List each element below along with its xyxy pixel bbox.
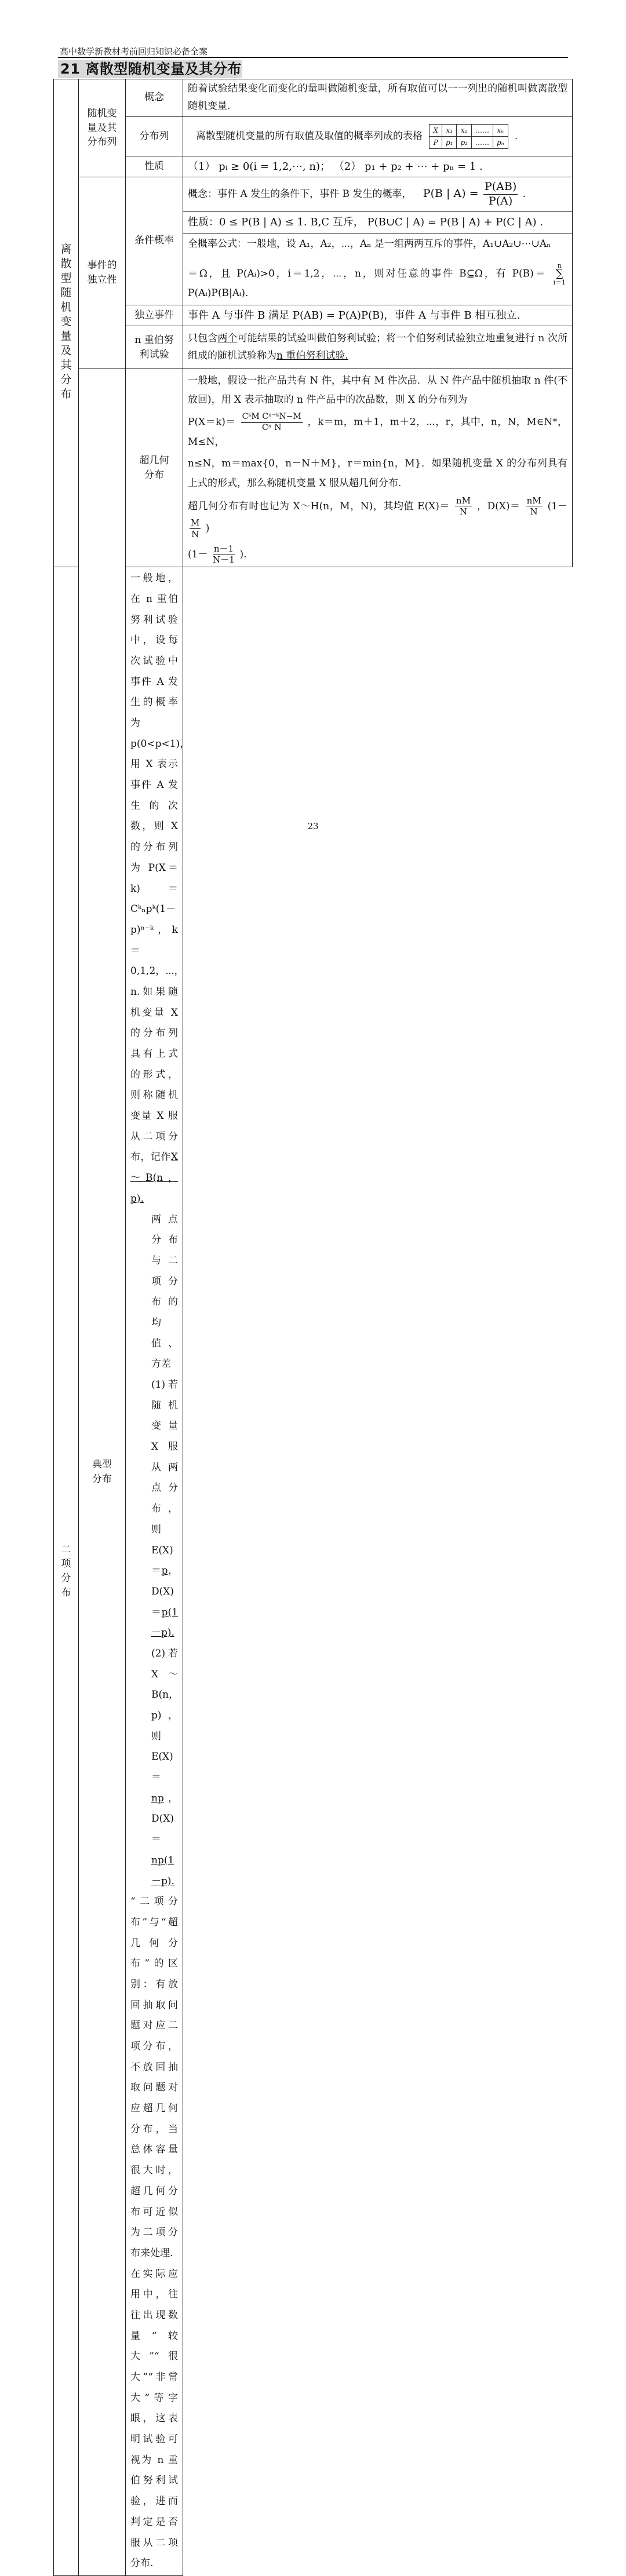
- distribution-text: 离散型随机变量的所有取值及取值的概率列成的表格: [196, 130, 423, 142]
- group-independence: 事件的独立性: [79, 177, 126, 369]
- var2-numerator: M: [191, 517, 200, 528]
- page-header: 高中数学新教材考前回归知识必备全案: [60, 46, 208, 57]
- hyper-p4-fraction: [213, 543, 235, 566]
- main-topic-label: 离散型随机变量及其分布: [60, 243, 72, 401]
- cond-end: .: [522, 188, 526, 200]
- binomial-cell: [126, 567, 190, 2576]
- group-random-variable: 随机变量及其分布列: [79, 79, 126, 177]
- binom-p3-b: ，D(X)＝: [151, 1565, 179, 1618]
- hyper-var-text: ，D(X)＝: [476, 500, 521, 512]
- cond-property-text: 性质：0 ≤ P(B | A) ≤ 1. B,C 互斥， P(B∪C | A) = P(B | A) + P(C | A) .: [183, 212, 573, 233]
- hyper-fraction: [241, 412, 303, 433]
- mini-cell: pₙ: [493, 136, 508, 148]
- var-numerator: nM: [526, 495, 541, 506]
- var2-denominator: N: [191, 528, 199, 539]
- cond-formula-fraction: [483, 180, 518, 209]
- total-prob-line-1: 全概率公式：一般地，设 A₁，A₂，⋯，Aₙ 是一组两两互斥的事件，A₁∪A₂∪⋯∪Aₙ: [188, 238, 551, 250]
- cond-formula-lhs: P(B | A) =: [423, 187, 479, 200]
- distribution-mini-table: [429, 124, 508, 149]
- property-cell: [183, 156, 573, 177]
- knowledge-table: [53, 79, 573, 2576]
- binom-para-3: [130, 1375, 178, 1644]
- mini-cell: xₙ: [493, 124, 508, 136]
- binom-p4-u2: np(1－p).: [151, 1854, 174, 1887]
- cond-concept-text: 概念：事件 A 发生的条件下，事件 B 发生的概率，: [188, 188, 412, 200]
- binom-p3-u2: p(1－p).: [151, 1606, 178, 1639]
- property-1: （1） pᵢ ≥ 0(i = 1,2,⋯, n)；: [188, 160, 331, 173]
- bernoulli-underline-1: 两个: [217, 332, 238, 344]
- hyper-formula-tail: ，k＝m，m＋1，m＋2，⋯，r，其中，n，N，M∈N*，M≤N，: [188, 416, 567, 448]
- mini-cell: p₂: [457, 136, 472, 148]
- label-bernoulli: n 重伯努利试验: [126, 326, 183, 369]
- header-rule: [58, 57, 568, 58]
- property-2: （2） p₁ + p₂ + ⋯ + pₙ = 1 .: [333, 160, 483, 173]
- distribution-end: .: [514, 130, 518, 142]
- independent-text: 事件 A 与事件 B 满足 P(AB) = P(A)P(B)，事件 A 与事件 B 相互独立.: [183, 305, 573, 326]
- label-binomial: 二项分布: [54, 567, 79, 2576]
- mini-cell: x₁: [442, 124, 457, 136]
- page-number: 23: [307, 821, 319, 831]
- mini-cell: ……: [471, 136, 493, 148]
- binom-p3-a: (1)若随机变量 X 服从两点分布，则 E(X)＝: [151, 1379, 178, 1577]
- binom-p4-u1: np: [151, 1792, 164, 1804]
- hyper-mean-text: 超几何分布有时也记为 X～H(n，M，N)，其均值 E(X)＝: [188, 500, 450, 512]
- p4-denominator: N－1: [213, 554, 235, 565]
- label-conditional: 条件概率: [126, 177, 183, 305]
- binom-para-4: [130, 1644, 178, 1892]
- hyper-para-4: [188, 543, 567, 566]
- hyper-numerator: CᵏM Cⁿ⁻ᵏN−M: [241, 412, 303, 423]
- hyper-formula: [188, 412, 567, 452]
- sum-symbol: [553, 262, 566, 286]
- mini-cell: ……: [471, 124, 493, 136]
- label-independent: 独立事件: [126, 305, 183, 326]
- cond-concept-cell: [183, 177, 573, 212]
- binom-p3-u1: p: [161, 1565, 168, 1577]
- total-prob-text: ＝Ω，且 P(Aᵢ)>0，i＝1,2，⋯，n，则对任意的事件 B⊆Ω，有 P(B)＝: [188, 268, 547, 280]
- hyper-p4-close: ).: [239, 548, 247, 560]
- p4-numerator: n－1: [213, 543, 234, 554]
- hypergeometric-cell: [183, 369, 573, 567]
- hyper-var-fraction-2: [190, 517, 201, 540]
- main-topic-cell: [54, 79, 79, 567]
- binom-para-2: 两点分布与二项分布的均值、方差: [151, 1213, 178, 1370]
- mini-cell: x₂: [457, 124, 472, 136]
- mini-cell: X: [430, 124, 442, 136]
- hyper-denominator: Cⁿ N: [261, 422, 282, 432]
- sum-bottom: i＝1: [553, 279, 566, 286]
- mean-numerator: nM: [456, 495, 471, 506]
- hyper-var-close: ): [205, 522, 210, 534]
- binom-para-1: [130, 568, 190, 1209]
- group-typical-distributions: 典型分布: [79, 369, 126, 2576]
- hyper-var-mid: (1－: [547, 500, 568, 512]
- total-prob-line-2: [188, 262, 567, 301]
- label-property: 性质: [126, 156, 183, 177]
- label-concept: 概念: [126, 79, 183, 117]
- mean-denominator: N: [459, 506, 467, 517]
- hyper-para-1: 一般地，假设一批产品共有 N 件，其中有 M 件次品．从 N 件产品中随机抽取 n 件(不放回)，用 X 表示抽取的 n 件产品中的次品数，则 X 的分布列为: [188, 375, 567, 406]
- hyper-para-2: n≤N，m＝max{0，n－N＋M}，r＝min{n，M}．如果随机变量 X 的分布列具有上式的形式，那么称随机变量 X 服从超几何分布.: [188, 458, 567, 489]
- label-distribution: 分布列: [126, 116, 183, 156]
- bernoulli-text-1: 只包含: [188, 332, 218, 344]
- var-denominator: N: [530, 506, 538, 517]
- hyper-para-3: [188, 495, 567, 540]
- total-probability-cell: [183, 233, 573, 305]
- hyper-var-fraction: [526, 495, 543, 518]
- cond-numerator: P(AB): [483, 180, 518, 195]
- binom-p4-b: ，D(X)＝: [151, 1792, 178, 1846]
- section-title: 21 离散型随机变量及其分布: [58, 60, 242, 78]
- cond-denominator: P(A): [488, 195, 513, 207]
- mini-cell: P: [430, 136, 442, 148]
- binom-para-6: 在实际应用中，往往出现数量“较大”“很大”“非常大”等字眼，这表明试验可视为 n 重伯努利试验，进而判定是否服从二项分布.: [130, 2268, 178, 2570]
- bernoulli-cell: [183, 326, 573, 369]
- hyper-mean-fraction: [455, 495, 472, 518]
- label-hypergeometric: 超几何分布: [126, 369, 183, 567]
- total-prob-end: P(Aᵢ)P(B|Aᵢ).: [188, 287, 249, 299]
- bernoulli-text-2: 可能结果的试验叫做伯努利试验；将一个伯努利试验独立地重复进行 n 次所组成的随机试验称为: [188, 332, 568, 362]
- binom-p1-text: 一般地，在 n 重伯努利试验中，设每次试验中事件 A 发生的概率为 p(0<p<1)，用 X 表示事件 A 发生的次数，则 X 的分布列为 P(X＝k)＝Cᵏₙpᵏ(1－p)ⁿ⁻ᵏ，k＝0,1,2，⋯，n.如果随机变量 X 的分布列具有上式的形式，则称随机变量 X 服从二项分布，记作: [130, 572, 190, 1163]
- distribution-cell: [183, 116, 573, 156]
- binom-p1-underline: X～B(n，p).: [130, 1151, 178, 1205]
- bernoulli-underline-2: n 重伯努利试验.: [276, 349, 348, 362]
- hyper-p4-open: (1－: [188, 548, 208, 560]
- sum-top: n: [557, 262, 562, 269]
- concept-text: 随着试验结果变化而变化的量叫做随机变量，所有取值可以一一列出的随机叫做离散型随机变量.: [183, 79, 573, 117]
- binom-para-5: “二项分布”与“超几何分布”的区别：有放回抽取问题对应二项分布，不放回抽取问题对应超几何分布，当总体容量很大时，超几何分布可近似为二项分布来处理.: [130, 1896, 178, 2259]
- binom-p4-a: (2)若 X～B(n，p)，则 E(X)＝: [151, 1647, 179, 1784]
- hyper-formula-lhs: P(X＝k)＝: [188, 416, 236, 428]
- sum-sign: ∑: [555, 268, 563, 280]
- mini-cell: p₁: [442, 136, 457, 148]
